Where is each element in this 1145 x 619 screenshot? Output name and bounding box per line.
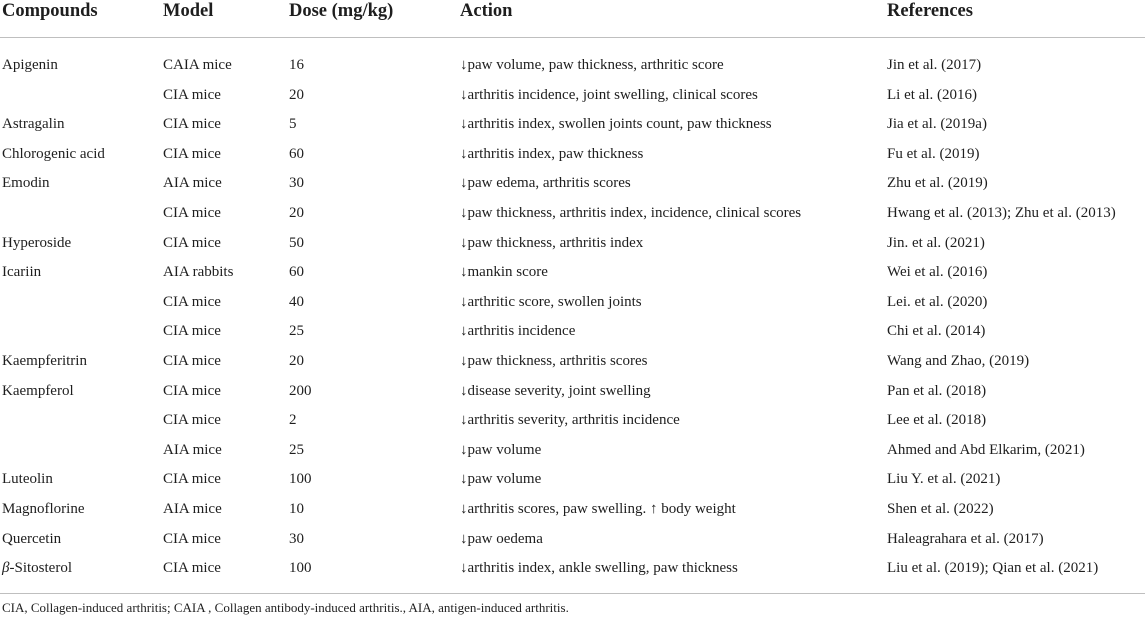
cell-action: ↓arthritis scores, paw swelling. ↑ body weight — [460, 501, 736, 517]
cell-dose: 60 — [289, 145, 304, 162]
cell-references: Shen et al. (2022) — [887, 501, 994, 517]
cell-dose: 10 — [289, 501, 304, 517]
cell-references: Li et al. (2016) — [887, 86, 977, 103]
cell-compound: Astragalin — [2, 116, 65, 133]
table-row — [0, 440, 1145, 470]
table-header-row — [0, 0, 1145, 36]
cell-dose: 20 — [289, 205, 304, 221]
cell-compound: Quercetin — [2, 530, 62, 547]
header-dose: Dose (mg/kg) — [289, 1, 394, 21]
table-row — [0, 381, 1145, 411]
cell-references: Zhu et al. (2019) — [887, 175, 988, 192]
cell-compound: β-Sitosterol — [2, 560, 72, 577]
cell-dose: 20 — [289, 353, 304, 369]
cell-action: ↓disease severity, joint swelling — [460, 382, 651, 399]
cell-references: Haleagrahara et al. (2017) — [887, 530, 1044, 547]
cell-action: ↓arthritic score, swollen joints — [460, 293, 642, 310]
table-row — [0, 351, 1145, 381]
table-row — [0, 55, 1145, 85]
cell-model: AIA rabbits — [163, 264, 234, 281]
cell-action: ↓arthritis severity, arthritis incidence — [460, 412, 680, 429]
cell-compound: Emodin — [2, 175, 50, 192]
cell-action: ↓paw thickness, arthritis index — [460, 234, 644, 251]
cell-model: CIA mice — [163, 234, 221, 251]
header-model: Model — [163, 1, 214, 21]
table-row — [0, 114, 1145, 144]
cell-model: AIA mice — [163, 441, 222, 458]
table-row — [0, 233, 1145, 263]
cell-references: Chi et al. (2014) — [887, 323, 986, 340]
cell-references: Ahmed and Abd Elkarim, (2021) — [887, 441, 1085, 458]
cell-references: Jia et al. (2019a) — [887, 116, 987, 133]
cell-action: ↓arthritis index, paw thickness — [460, 145, 644, 162]
cell-model: CIA mice — [163, 145, 221, 162]
cell-model: CIA mice — [163, 205, 221, 221]
cell-model: CAIA mice — [163, 57, 232, 73]
table-row — [0, 529, 1145, 559]
cell-compound: Kaempferitrin — [2, 353, 87, 369]
table-footnote: CIA, Collagen-induced arthritis; CAIA , Collagen antibody-induced arthritis., AIA, antigen-induced arthritis. — [2, 600, 569, 615]
cell-action: ↓mankin score — [460, 264, 548, 281]
cell-model: CIA mice — [163, 471, 221, 488]
cell-dose: 30 — [289, 530, 304, 547]
cell-references: Lee et al. (2018) — [887, 412, 987, 429]
cell-references: Liu Y. et al. (2021) — [887, 471, 1001, 488]
cell-compound: Chlorogenic acid — [2, 145, 105, 162]
cell-dose: 50 — [289, 234, 304, 251]
cell-model: CIA mice — [163, 530, 221, 547]
cell-dose: 2 — [289, 412, 297, 429]
cell-references: Fu et al. (2019) — [887, 145, 980, 162]
header-action: Action — [460, 1, 513, 21]
cell-action: ↓paw oedema — [460, 530, 543, 547]
cell-action: ↓arthritis index, ankle swelling, paw thickness — [460, 560, 738, 577]
cell-references: Pan et al. (2018) — [887, 382, 987, 399]
cell-action: ↓arthritis index, swollen joints count, paw thickness — [460, 116, 772, 133]
header-rule — [0, 37, 1145, 38]
table-row — [0, 558, 1145, 588]
cell-action: ↓arthritis incidence — [460, 323, 576, 340]
cell-dose: 40 — [289, 293, 304, 310]
cell-compound: Hyperoside — [2, 234, 72, 251]
cell-dose: 30 — [289, 175, 304, 192]
table-row — [0, 262, 1145, 292]
cell-references: Lei. et al. (2020) — [887, 293, 988, 310]
cell-model: CIA mice — [163, 293, 221, 310]
cell-action: ↓paw thickness, arthritis index, incidence, clinical scores — [460, 205, 802, 221]
cell-references: Wei et al. (2016) — [887, 264, 988, 281]
cell-action: ↓paw thickness, arthritis scores — [460, 353, 648, 369]
cell-references: Liu et al. (2019); Qian et al. (2021) — [887, 560, 1099, 577]
cell-compound: Magnoflorine — [2, 501, 85, 517]
cell-dose: 60 — [289, 264, 304, 281]
cell-dose: 16 — [289, 57, 304, 73]
cell-compound: Apigenin — [2, 57, 58, 73]
table-row — [0, 469, 1145, 499]
cell-dose: 100 — [289, 560, 312, 577]
cell-action: ↓paw volume — [460, 441, 542, 458]
header-compounds: Compounds — [2, 1, 98, 21]
table-row — [0, 321, 1145, 351]
bottom-rule — [0, 593, 1145, 594]
table-row — [0, 173, 1145, 203]
cell-references: Hwang et al. (2013); Zhu et al. (2013) — [887, 205, 1116, 221]
cell-model: CIA mice — [163, 560, 221, 577]
cell-model: AIA mice — [163, 175, 222, 192]
cell-compound: Icariin — [2, 264, 42, 281]
table-row — [0, 203, 1145, 233]
cell-compound: Luteolin — [2, 471, 53, 488]
cell-action: ↓paw volume, paw thickness, arthritic score — [460, 57, 724, 73]
cell-dose: 25 — [289, 441, 304, 458]
header-references: References — [887, 1, 973, 21]
cell-references: Wang and Zhao, (2019) — [887, 353, 1030, 369]
cell-references: Jin. et al. (2021) — [887, 234, 985, 251]
cell-compound: Kaempferol — [2, 382, 74, 399]
table-row — [0, 85, 1145, 115]
cell-dose: 100 — [289, 471, 312, 488]
cell-action: ↓arthritis incidence, joint swelling, clinical scores — [460, 86, 758, 103]
cell-model: AIA mice — [163, 501, 222, 517]
cell-dose: 25 — [289, 323, 304, 340]
table-row — [0, 410, 1145, 440]
cell-references: Jin et al. (2017) — [887, 57, 982, 73]
cell-dose: 5 — [289, 116, 297, 133]
cell-model: CIA mice — [163, 86, 221, 103]
cell-dose: 20 — [289, 86, 304, 103]
table-row — [0, 292, 1145, 322]
cell-model: CIA mice — [163, 116, 221, 133]
cell-model: CIA mice — [163, 382, 221, 399]
cell-model: CIA mice — [163, 353, 221, 369]
table-row — [0, 499, 1145, 529]
cell-model: CIA mice — [163, 412, 221, 429]
cell-action: ↓paw edema, arthritis scores — [460, 175, 631, 192]
cell-action: ↓paw volume — [460, 471, 542, 488]
cell-model: CIA mice — [163, 323, 221, 340]
cell-dose: 200 — [289, 382, 312, 399]
table-row — [0, 144, 1145, 174]
